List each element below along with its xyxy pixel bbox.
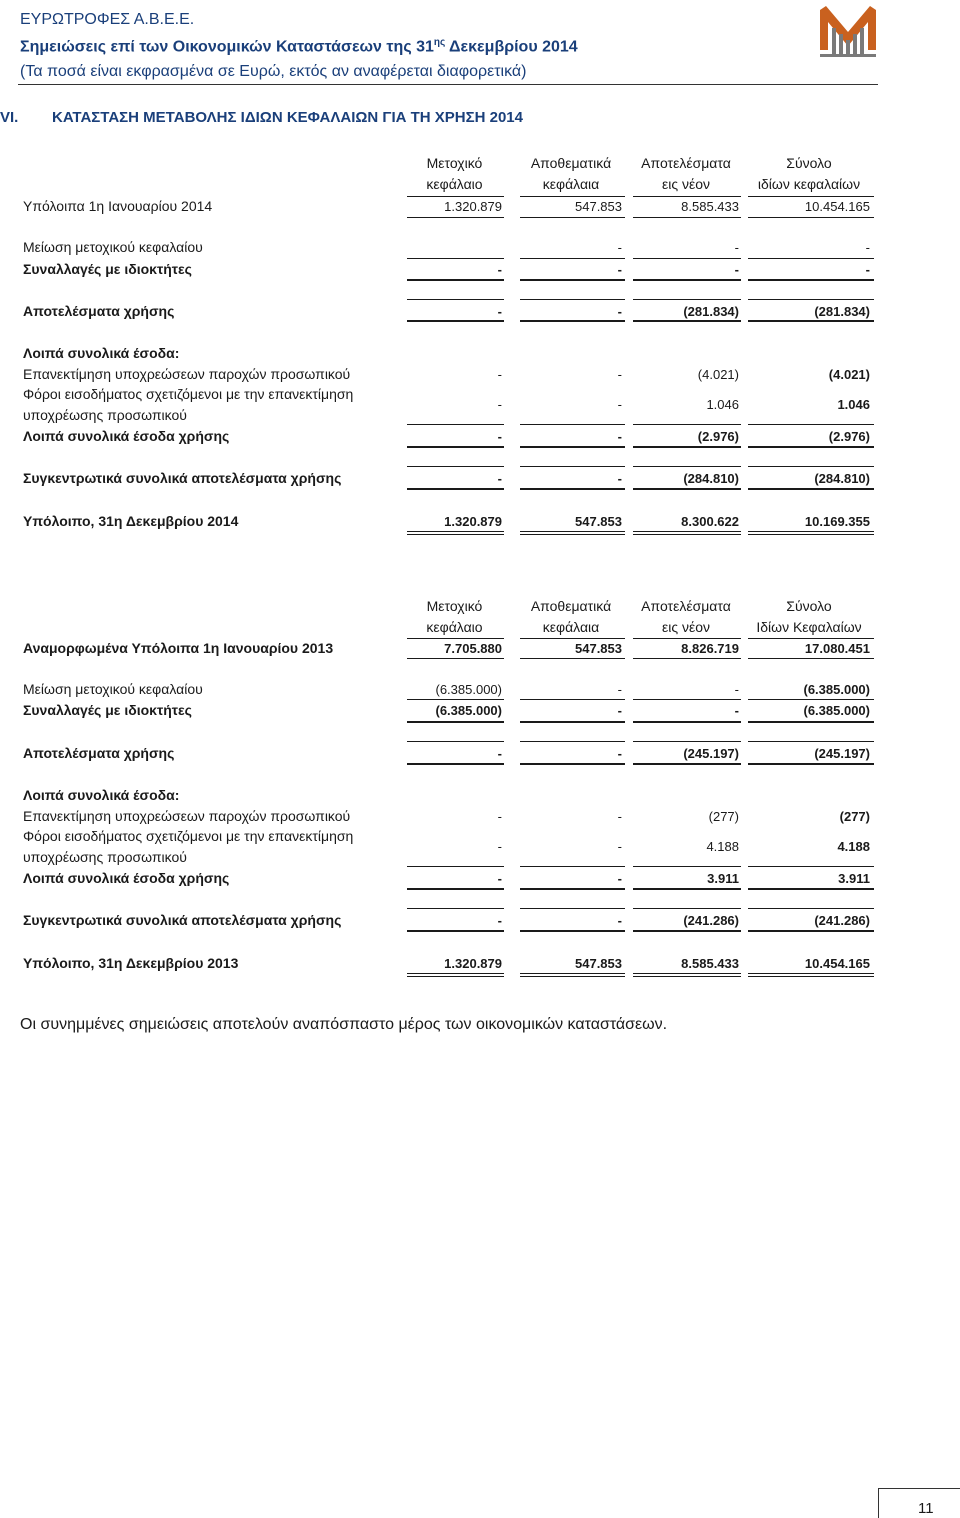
- cell-value: 547.853: [575, 199, 622, 214]
- row-rule: [520, 741, 625, 742]
- section-title: ΚΑΤΑΣΤΑΣΗ ΜΕΤΑΒΟΛΗΣ ΙΔΙΩΝ ΚΕΦΑΛΑΙΩΝ ΓΙΑ ΤΗ ΧΡΗΣΗ 2014: [52, 109, 523, 126]
- header-underline: [520, 196, 625, 197]
- row-label-owner-transactions: Συναλλαγές με ιδιοκτήτες: [23, 261, 192, 277]
- row-rule: [407, 217, 504, 218]
- cell-value: -: [734, 240, 739, 255]
- cell-value: (2.976): [828, 429, 870, 444]
- cell-value: -: [734, 262, 739, 277]
- row-rule: [407, 534, 504, 535]
- row-rule: [748, 424, 874, 425]
- cell-value: -: [497, 809, 502, 824]
- row-rule: [520, 973, 625, 974]
- row-rule: [748, 908, 874, 909]
- cell-value: -: [734, 703, 739, 718]
- row-rule: [748, 258, 874, 259]
- cell-value: -: [497, 871, 502, 886]
- cell-value: -: [617, 471, 622, 486]
- row-rule: [748, 763, 874, 765]
- cell-value: -: [617, 746, 622, 761]
- row-rule: [520, 866, 625, 867]
- row-rule: [748, 534, 874, 535]
- cell-value: (6.385.000): [803, 682, 870, 697]
- row-rule: [748, 741, 874, 742]
- row-rule: [520, 658, 625, 659]
- row-rule: [633, 531, 741, 532]
- row-rule: [520, 258, 625, 259]
- col-header-retained-earnings: Αποτελέσματα εις νέον: [641, 598, 731, 635]
- row-label-closing: Υπόλοιπο, 31η Δεκεμβρίου 2013: [23, 955, 239, 971]
- row-rule: [748, 531, 874, 532]
- col-header-share-capital: Μετοχικό κεφάλαιο: [426, 598, 483, 635]
- cell-value: -: [617, 809, 622, 824]
- cell-value: -: [617, 397, 622, 412]
- cell-value: 547.853: [575, 956, 622, 971]
- row-label-owner-transactions: Συναλλαγές με ιδιοκτήτες: [23, 702, 192, 718]
- cell-value: -: [865, 240, 870, 255]
- row-rule: [407, 721, 504, 723]
- row-rule: [520, 424, 625, 425]
- cell-value: -: [497, 367, 502, 382]
- row-label-tax-line2: υποχρέωσης προσωπικού: [23, 849, 187, 865]
- header-underline: [748, 196, 874, 197]
- row-rule: [633, 721, 741, 723]
- cell-value: -: [617, 839, 622, 854]
- row-rule: [407, 424, 504, 425]
- row-rule: [407, 279, 504, 281]
- cell-value: -: [617, 429, 622, 444]
- row-label-remeasurement: Επανεκτίμηση υποχρεώσεων παροχών προσωπικού: [23, 808, 351, 824]
- row-label-tax-line1: Φόροι εισοδήματος σχετιζόμενοι με την επανεκτίμηση: [23, 828, 354, 844]
- cell-value: 1.046: [837, 397, 870, 412]
- row-rule: [748, 466, 874, 467]
- cell-value: -: [617, 871, 622, 886]
- header-underline: [407, 196, 504, 197]
- subtitle-date: Δεκεμβρίου 2014: [445, 38, 578, 56]
- row-label-profit: Αποτελέσματα χρήσης: [23, 303, 175, 319]
- row-label-tax-line1: Φόροι εισοδήματος σχετιζόμενοι με την επανεκτίμηση: [23, 386, 354, 402]
- cell-value: (281.834): [683, 304, 739, 319]
- row-rule: [633, 763, 741, 765]
- cell-value: 8.585.433: [681, 199, 739, 214]
- row-rule: [520, 466, 625, 467]
- col-header-share-capital: Μετοχικό κεφάλαιο: [426, 155, 483, 192]
- cell-value: (2.976): [697, 429, 739, 444]
- row-rule: [748, 888, 874, 890]
- row-rule: [633, 424, 741, 425]
- row-rule: [748, 866, 874, 867]
- cell-value: (245.197): [814, 746, 870, 761]
- row-rule: [407, 488, 504, 490]
- cell-value: 4.188: [837, 839, 870, 854]
- cell-value: -: [497, 746, 502, 761]
- cell-value: -: [617, 304, 622, 319]
- document-subtitle: [20, 37, 578, 56]
- cell-value: 8.826.719: [681, 641, 739, 656]
- row-rule: [633, 320, 741, 322]
- row-rule: [633, 699, 741, 700]
- cell-value: 3.911: [838, 871, 870, 886]
- row-rule: [407, 299, 504, 300]
- cell-value: (281.834): [814, 304, 870, 319]
- row-label-capital-decrease: Μείωση μετοχικού κεφαλαίου: [23, 239, 203, 255]
- cell-value: -: [497, 471, 502, 486]
- cell-value: 3.911: [707, 871, 739, 886]
- cell-value: -: [497, 397, 502, 412]
- cell-value: (241.286): [814, 913, 870, 928]
- row-rule: [748, 976, 874, 977]
- cell-value: 10.454.165: [804, 956, 870, 971]
- row-rule: [633, 258, 741, 259]
- row-rule: [633, 466, 741, 467]
- row-rule: [633, 446, 741, 448]
- row-rule: [407, 531, 504, 532]
- row-rule: [633, 217, 741, 218]
- row-rule: [407, 446, 504, 448]
- row-rule: [633, 279, 741, 281]
- row-rule: [407, 930, 504, 932]
- row-label-oci-total: Λοιπά συνολικά έσοδα χρήσης: [23, 428, 230, 444]
- cell-value: (6.385.000): [435, 682, 502, 697]
- row-rule: [520, 976, 625, 977]
- row-rule: [633, 888, 741, 890]
- header-underline: [407, 638, 504, 639]
- row-rule: [407, 658, 504, 659]
- cell-value: 10.169.355: [804, 514, 870, 529]
- cell-value: -: [497, 913, 502, 928]
- cell-value: -: [497, 304, 502, 319]
- row-label-total-income: Συγκεντρωτικά συνολικά αποτελέσματα χρήσης: [23, 912, 342, 928]
- row-rule: [748, 488, 874, 490]
- row-rule: [748, 279, 874, 281]
- section-number: VI.: [0, 109, 19, 126]
- row-rule: [520, 534, 625, 535]
- row-rule: [520, 488, 625, 490]
- row-rule: [520, 531, 625, 532]
- cell-value: 8.585.433: [681, 956, 739, 971]
- col-header-reserves: Αποθεματικά κεφάλαια: [530, 155, 612, 192]
- row-rule: [748, 658, 874, 659]
- row-label-oci-total: Λοιπά συνολικά έσοδα χρήσης: [23, 870, 230, 886]
- row-rule: [407, 699, 504, 700]
- row-label-closing: Υπόλοιπο, 31η Δεκεμβρίου 2014: [23, 513, 239, 529]
- row-rule: [520, 446, 625, 448]
- header-underline: [520, 638, 625, 639]
- row-rule: [407, 866, 504, 867]
- row-label-capital-decrease: Μείωση μετοχικού κεφαλαίου: [23, 681, 203, 697]
- header-underline: [633, 638, 741, 639]
- cell-value: -: [497, 839, 502, 854]
- col-header-total-equity: Σύνολο ιδίων κεφαλαίων: [757, 155, 861, 192]
- row-rule: [633, 930, 741, 932]
- oci-heading: Λοιπά συνολικά έσοδα:: [23, 345, 180, 361]
- row-rule: [633, 973, 741, 974]
- cell-value: (6.385.000): [435, 703, 502, 718]
- row-rule: [407, 741, 504, 742]
- row-rule: [520, 888, 625, 890]
- row-rule: [520, 699, 625, 700]
- cell-value: -: [617, 240, 622, 255]
- row-rule: [748, 217, 874, 218]
- row-rule: [520, 721, 625, 723]
- cell-value: -: [497, 429, 502, 444]
- page-number: 11: [918, 1500, 934, 1517]
- row-rule: [633, 299, 741, 300]
- cell-value: 1.320.879: [444, 199, 502, 214]
- cell-value: 1.320.879: [444, 514, 502, 529]
- company-logo-icon: [818, 6, 878, 58]
- row-rule: [633, 658, 741, 659]
- cell-value: -: [617, 367, 622, 382]
- oci-heading: Λοιπά συνολικά έσοδα:: [23, 787, 180, 803]
- row-rule: [633, 741, 741, 742]
- cell-value: -: [497, 262, 502, 277]
- row-rule: [748, 699, 874, 700]
- row-rule: [748, 446, 874, 448]
- row-rule: [520, 908, 625, 909]
- cell-value: 1.320.879: [444, 956, 502, 971]
- cell-value: (241.286): [683, 913, 739, 928]
- subtitle-superscript: ης: [433, 37, 446, 48]
- row-rule: [633, 908, 741, 909]
- row-rule: [407, 763, 504, 765]
- row-label-tax-line2: υποχρέωσης προσωπικού: [23, 407, 187, 423]
- cell-value: -: [617, 262, 622, 277]
- row-rule: [407, 888, 504, 890]
- header-underline: [633, 196, 741, 197]
- col-header-reserves: Αποθεματικά κεφάλαια: [530, 598, 612, 635]
- row-rule: [407, 976, 504, 977]
- row-rule: [520, 763, 625, 765]
- cell-value: -: [617, 682, 622, 697]
- row-label-opening: Αναμορφωμένα Υπόλοιπα 1η Ιανουαρίου 2013: [23, 640, 334, 656]
- row-rule: [520, 930, 625, 932]
- row-label-total-income: Συγκεντρωτικά συνολικά αποτελέσματα χρήσης: [23, 470, 342, 486]
- col-header-retained-earnings: Αποτελέσματα εις νέον: [641, 155, 731, 192]
- row-rule: [520, 217, 625, 218]
- cell-value: (4.021): [697, 367, 739, 382]
- cell-value: (277): [708, 809, 739, 824]
- cell-value: 7.705.880: [444, 641, 502, 656]
- header-rule: [18, 84, 878, 85]
- cell-value: 17.080.451: [804, 641, 870, 656]
- cell-value: (277): [839, 809, 870, 824]
- cell-value: (245.197): [683, 746, 739, 761]
- row-label-opening: Υπόλοιπα 1η Ιανουαρίου 2014: [23, 198, 213, 214]
- cell-value: 10.454.165: [804, 199, 870, 214]
- cell-value: 1.046: [706, 397, 739, 412]
- currency-note: (Τα ποσά είναι εκφρασμένα σε Ευρώ, εκτός αν αναφέρεται διαφορετικά): [20, 63, 527, 80]
- row-rule: [748, 299, 874, 300]
- header-underline: [748, 638, 874, 639]
- cell-value: (284.810): [683, 471, 739, 486]
- row-rule: [633, 488, 741, 490]
- cell-value: (4.021): [828, 367, 870, 382]
- cell-value: 547.853: [575, 641, 622, 656]
- cell-value: -: [617, 703, 622, 718]
- row-rule: [407, 466, 504, 467]
- cell-value: -: [617, 913, 622, 928]
- row-rule: [633, 866, 741, 867]
- row-rule: [748, 721, 874, 723]
- cell-value: 547.853: [575, 514, 622, 529]
- col-header-total-equity: Σύνολο Ιδίων Κεφαλαίων: [756, 598, 862, 635]
- cell-value: 8.300.622: [681, 514, 739, 529]
- subtitle-text: Σημειώσεις επί των Οικονομικών Καταστάσεων της 31: [20, 38, 434, 56]
- cell-value: -: [734, 682, 739, 697]
- cell-value: (6.385.000): [803, 703, 870, 718]
- company-name: ΕΥΡΩΤΡΟΦΕΣ Α.Β.Ε.Ε.: [20, 11, 195, 28]
- row-rule: [748, 973, 874, 974]
- row-rule: [520, 299, 625, 300]
- cell-value: -: [865, 262, 870, 277]
- row-rule: [748, 930, 874, 932]
- row-rule: [520, 279, 625, 281]
- cell-value: 4.188: [706, 839, 739, 854]
- row-rule: [407, 908, 504, 909]
- row-label-remeasurement: Επανεκτίμηση υποχρεώσεων παροχών προσωπικού: [23, 366, 351, 382]
- row-rule: [633, 534, 741, 535]
- row-rule: [407, 258, 504, 259]
- row-rule: [520, 320, 625, 322]
- row-rule: [633, 976, 741, 977]
- section-heading: [0, 109, 523, 126]
- row-rule: [748, 320, 874, 322]
- footer-note: Οι συνημμένες σημειώσεις αποτελούν αναπόσπαστο μέρος των οικονομικών καταστάσεων.: [20, 1016, 668, 1033]
- cell-value: (284.810): [814, 471, 870, 486]
- row-rule: [407, 973, 504, 974]
- row-rule: [407, 320, 504, 322]
- row-label-profit: Αποτελέσματα χρήσης: [23, 745, 175, 761]
